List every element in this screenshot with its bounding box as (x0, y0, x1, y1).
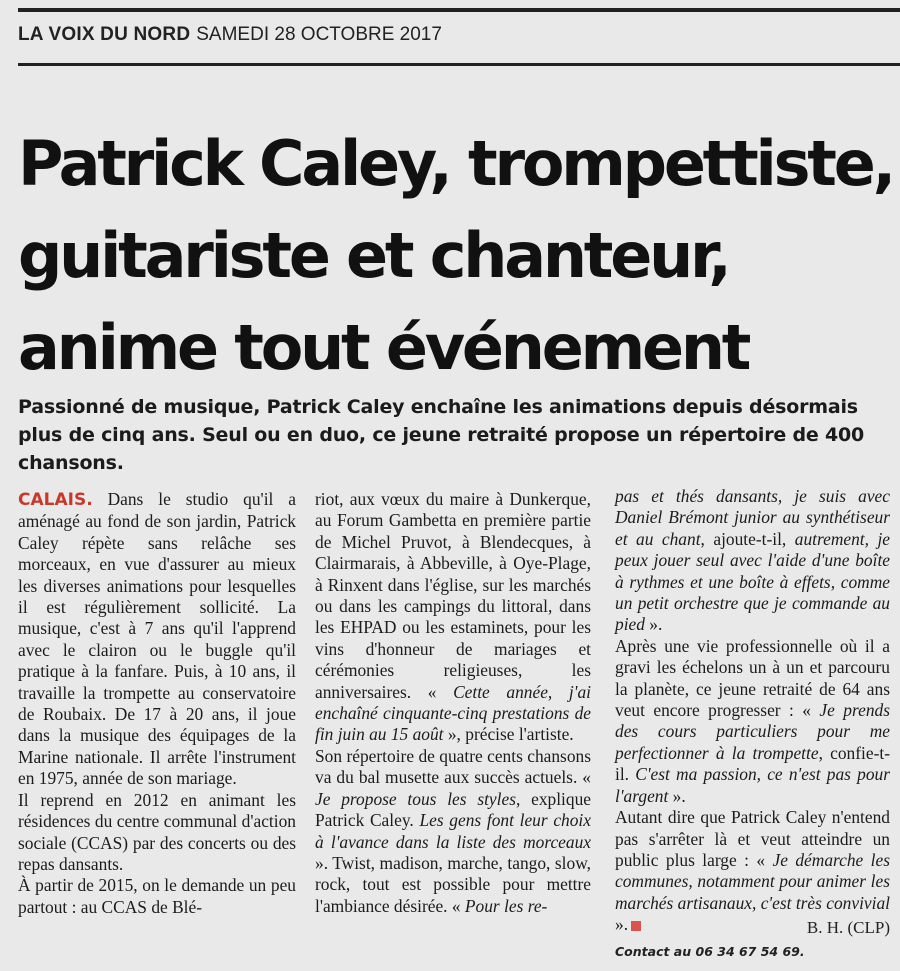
quote: Pour les re- (464, 895, 548, 916)
paragraph-text: Son répertoire de quatre cents chansons va du bal musette aux succès actuels. « (315, 745, 591, 788)
paragraph: À partir de 2015, on le demande un peu partout : au CCAS de Blé- (18, 875, 296, 917)
paragraph-text: Autant dire que Patrick Caley n'entend pas s'arrêter là et veut atteindre un public plus large : « (615, 807, 890, 870)
quote: C'est ma passion, ce n'est pas pour l'argent (615, 764, 891, 806)
paragraph-text: ». (644, 614, 663, 635)
publication-date: SAMEDI 28 OCTOBRE 2017 (196, 24, 442, 45)
masthead-top-rule (18, 8, 900, 12)
paragraph (615, 486, 890, 636)
article-column-3 (615, 486, 890, 936)
paragraph (615, 807, 890, 935)
paragraph-text: riot, aux vœux du maire à Dunkerque, au Forum Gambetta en première partie de Michel Pruvot, à Blendecques, à Clairmarais, à Abbeville, à Oye-Plage, à Rinxent dans l'église, sur les marchés ou dans les campings du littoral, dans les EHPAD ou les estaminets, pour les vins d'honneur de mariages et cérémonies religieuses, les anniversaires. « (315, 489, 591, 702)
article-column-2 (315, 489, 591, 917)
headline-line-2: guitariste et chanteur, (18, 219, 729, 292)
article-column-1 (18, 489, 296, 918)
masthead-bottom-rule (18, 63, 900, 66)
author-signature: B. H. (CLP) (806, 918, 890, 937)
paragraph: Il reprend en 2012 en animant les résidences du centre communal d'action sociale (CCAS) par des concerts ou des repas dansants. (18, 789, 296, 874)
paragraph-text: ». (668, 785, 686, 806)
quote: Cette année, j'ai enchaîné cinquante-cinq prestations de fin juin au 15 août (315, 681, 591, 745)
headline-line-3: anime tout événement (18, 311, 749, 384)
article-lead: Passionné de musique, Patrick Caley enchaîne les animations depuis désormais plus de cinq ans. Seul ou en duo, ce jeune retraité propose un répertoire de 400 chansons. (18, 396, 865, 474)
paragraph (315, 489, 591, 746)
masthead (18, 24, 442, 46)
paragraph-text: , explique Patrick Caley. (315, 788, 591, 831)
paragraph (615, 636, 890, 807)
paragraph-text: Dans le studio qu'il a aménagé au fond de son jardin, Patrick Caley répète sans relâche ses morceaux, en vue d'assurer au mieux les diverses animations pour lesquelles il est régulièrement sollicité. La musique, c'est à 7 ans qu'il l'apprend avec le clairon ou le buggle qu'il pratique à la fanfare. Puis, à 10 ans, il travaille la trompette au conservatoire de Roubaix. De 17 à 20 ans, il joue dans la musique des équipages de la Marine nationale. Il arrête l'instrument en 1975, année de son mariage. (18, 489, 296, 789)
quote: Je propose tous les styles (315, 788, 516, 809)
quote: Les gens font leur choix à l'avance dans la liste des morceaux (315, 810, 591, 852)
paragraph-text: ». (615, 914, 629, 935)
article-headline (18, 118, 893, 394)
paragraph-text: , ajoute-t-il, (700, 528, 795, 549)
paragraph-text: ». Twist, madison, marche, tango, slow, rock, tout est possible pour mettre l'ambiance désirée. « (315, 852, 591, 916)
quote: autrement, je peux jouer seul avec l'aide d'une boîte à rythmes et une boîte à effets, comme un petit orchestre que je commande au pied (615, 528, 890, 635)
quote: pas et thés dansants, je suis avec Daniel Brémont junior au synthétiseur et au chant (615, 486, 890, 549)
quote: Je démarche les communes, notamment pour animer les marchés artisanaux, c'est très convivial (615, 849, 891, 913)
contact-line: Contact au 06 34 67 54 69. (615, 944, 805, 959)
quote: Je prends des cours particuliers pour me perfectionner à la trompette (615, 700, 890, 763)
headline-line-1: Patrick Caley, trompettiste, (18, 127, 893, 200)
paragraph-text: , confie-t-il. (615, 742, 890, 785)
paragraph (18, 489, 296, 790)
paragraph-text: Après une vie professionnelle où il a gravi les échelons un à un et parcouru la planète, ce jeune retraité de 64 ans veut encore progresser : « (615, 635, 890, 721)
paragraph (315, 746, 591, 917)
dateline-city: CALAIS. (18, 490, 93, 510)
paragraph-text: », précise l'artiste. (443, 724, 574, 745)
newspaper-name: LA VOIX DU NORD (18, 24, 191, 45)
